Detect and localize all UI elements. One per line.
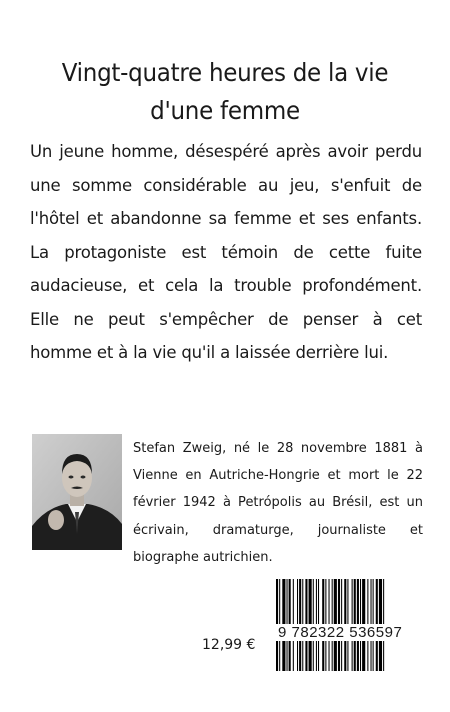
author-photo [32,434,122,550]
book-summary: Un jeune homme, désespéré après avoir perdu une somme considérable au jeu, s'enfuit de l'hôtel et abandonne sa femme et ses enfants. La protagoniste est témoin de cette fuite audacieuse, et cela la trouble profondément. Elle ne peut s'empêcher de penser à cet homme et à la vie qu'il a laissée derrière lui. [30,142,422,362]
isbn-number: 9 782322 536597 [278,624,403,641]
author-bio: Stefan Zweig, né le 28 novembre 1881 à Vienne en Autriche-Hongrie et mort le 22 février 1942 à Petrópolis au Brésil, est un écrivain, dramaturge, journaliste et biographe autrichien. [133,441,423,565]
book-title: Vingt-quatre heures de la vie d'une femme [61,58,389,125]
price: 12,99 € [202,637,256,653]
author-portrait-icon [32,434,122,550]
